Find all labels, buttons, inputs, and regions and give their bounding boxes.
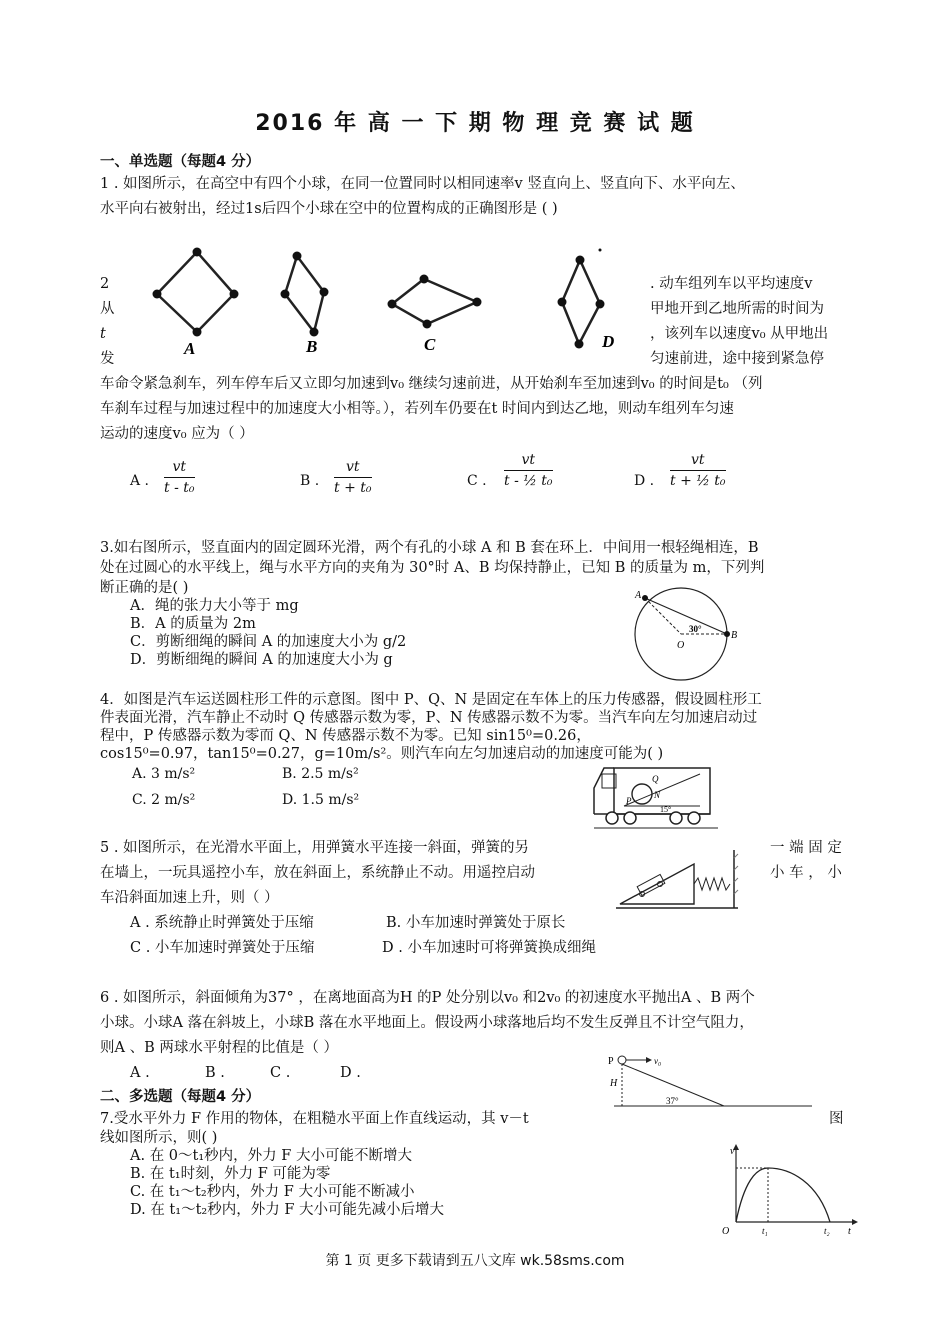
q6-text-line3: 则A 、B 两球水平射程的比值是（ ） [100,1040,338,1056]
q7-option-b: B. 在 t₁时刻，外力 F 可能为零 [130,1166,331,1182]
q5-option-b: B. 小车加速时弹簧处于原长 [386,915,566,931]
svg-text:v: v [730,1146,735,1157]
svg-text:P: P [626,796,632,806]
q7-text-line1-right: 图 [829,1111,844,1127]
q3-option-c: C．剪断细绳的瞬间 A 的加速度大小为 g/2 [130,634,407,650]
svg-text:t: t [848,1226,851,1236]
q7-option-a: A. 在 0～t₁秒内，外力 F 大小可能不断增大 [130,1148,412,1164]
svg-text:N: N [654,790,661,800]
q6-option-b: B . [205,1065,225,1081]
q2-left-1: 2 [100,276,110,292]
q6-projectile-figure [606,1052,816,1112]
q5-text-line1: 5 . 如图所示，在光滑水平面上，用弹簧水平连接一斜面，弹簧的另 [100,840,530,856]
q5-text-line2-right: 小 车 ， 小 [770,865,842,881]
section-heading-single-choice: 一、单选题（每题4 分） [100,154,261,170]
q3-text-line1: 3.如右图所示，竖直面内的固定圆环光滑，两个有孔的小球 A 和 B 套在环上．中间用一根轻绳相连，B [100,540,759,556]
svg-text:t₂: t₂ [824,1226,830,1236]
q1-shape-d [562,260,600,344]
q2-option-a-label: A . [130,473,150,489]
q3-ring-figure [625,586,745,682]
q2-right-2: 甲地开到乙地所需的时间为 [650,301,824,317]
q5-text-line2: 在墙上，一玩具遥控小车，放在斜面上，系统静止不动。用遥控启动 [100,865,535,881]
svg-text:v₀: v₀ [654,1056,662,1066]
q1-shape-c [392,279,477,324]
svg-text:15°: 15° [660,805,672,814]
q3-option-a: A．绳的张力大小等于 mg [130,598,299,614]
svg-text:t₁: t₁ [762,1226,768,1236]
svg-text:P: P [608,1056,614,1067]
svg-text:30°: 30° [689,624,702,634]
q4-text-line2: 件表面光滑，汽车静止不动时 Q 传感器示数为零，P、N 传感器示数不为零。当汽车向左匀加速启动过 [100,710,758,726]
q2-option-b-fraction: $\frac{vt}{\text{t + t₀}}$ [334,459,372,496]
q1-text-line1: 1 . 如图所示，在高空中有四个小球，在同一位置同时以相同速率v 竖直向上、竖直向下、水平向左、 [100,176,745,192]
q4-text-line1: 4．如图是汽车运送圆柱形工件的示意图。图中 P、Q、N 是固定在车体上的压力传感器，假设圆柱形工 [100,692,762,708]
q5-text-line3: 车沿斜面加速上升，则（ ） [100,890,279,906]
q2-option-d-fraction: $\frac{vt}{\text{t + ½ t₀}}$ [670,452,726,489]
svg-text:O: O [722,1226,730,1236]
page-title: 2016 年 高 一 下 期 物 理 竞 赛 试 题 [255,111,695,136]
q1-label-b: B [306,337,318,356]
q4-truck-figure [590,760,720,832]
q1-text-line2: 水平向右被射出，经过1s后四个小球在空中的位置构成的正确图形是 ( ) [100,201,558,217]
svg-text:O: O [677,640,685,651]
q2-right-1: . 动车组列车以平均速度v [650,276,813,292]
section-heading-multi-choice: 二、多选题（每题4 分） [100,1089,261,1105]
q4-option-a: A. 3 m/s² [132,766,196,782]
q3-option-d: D．剪断细绳的瞬间 A 的加速度大小为 g [130,652,393,668]
svg-text:H: H [610,1078,618,1089]
svg-text:B: B [731,630,738,641]
q6-option-c: C . [270,1065,291,1081]
svg-text:A: A [635,590,642,601]
svg-text:Q: Q [652,774,659,784]
q2-right-4: 匀速前进，途中接到紧急停 [650,351,824,367]
q1-shape-b [285,256,324,332]
q1-label-c: C [424,335,436,354]
q6-text-line1: 6 . 如图所示，斜面倾角为37° ，在离地面高为H 的P 处分别以v₀ 和2v₀ 的初速度水平抛出A 、B 两个 [100,990,755,1006]
q6-option-a: A . [130,1065,150,1081]
q3-option-b: B．A 的质量为 2m [130,616,256,632]
q1-label-d: D [602,332,615,351]
q4-text-line4: cos15⁰=0.97，tan15⁰=0.27，g=10m/s²。则汽车向左匀加速启动的加速度可能为( ) [100,746,664,762]
q2-option-d-label: D . [634,473,655,489]
q5-incline-figure [612,846,742,912]
q4-option-c: C. 2 m/s² [132,792,196,808]
q2-option-c-label: C . [467,473,487,489]
q3-text-line2: 处在过圆心的水平线上，绳与水平方向的夹角为 30°时 A、B 均保持静止，已知 B 的质量为 m，下列判 [100,560,765,576]
q5-text-line1-right: 一 端 固 定 [770,840,842,856]
q7-text-line2: 线如图所示，则( ) [100,1130,218,1146]
q3-text-line3: 断正确的是( ) [100,580,189,596]
q1-shape-a [157,252,234,332]
q2-right-3: ，该列车以速度v₀ 从甲地出 [650,326,829,342]
q2-option-a-fraction: $\frac{vt}{\text{t - t₀}}$ [164,459,195,496]
q7-option-c: C. 在 t₁～t₂秒内，外力 F 大小可能不断减小 [130,1184,415,1200]
svg-text:37°: 37° [666,1096,679,1106]
q4-option-d: D. 1.5 m/s² [282,792,360,808]
q2-text-line7: 运动的速度v₀ 应为（ ） [100,426,254,442]
q2-left-3: t [100,326,106,342]
q1-figure [142,244,648,364]
q4-text-line3: 程中，P 传感器示数为零而 Q、N 传感器示数不为零。已知 sin15⁰=0.26， [100,728,591,744]
q2-text-line6: 车刹车过程与加速过程中的加速度大小相等。），若列车仍要在t 时间内到达乙地，则动车组列车匀速 [100,401,734,417]
q2-left-2: 从 [100,301,115,317]
q7-text-line1: 7.受水平外力 F 作用的物体，在粗糙水平面上作直线运动，其 v－t [100,1111,529,1127]
q7-vt-graph [718,1142,858,1236]
q2-text-line5: 车命令紧急刹车，列车停车后又立即匀加速到v₀ 继续匀速前进，从开始刹车至加速到v₀ 的时间是t₀ （列 [100,376,763,392]
q2-option-c-fraction: $\frac{vt}{\text{t - ½ t₀}}$ [504,452,553,489]
q2-left-4: 发 [100,351,115,367]
q4-option-b: B. 2.5 m/s² [282,766,359,782]
q7-option-d: D. 在 t₁～t₂秒内，外力 F 大小可能先减小后增大 [130,1202,444,1218]
q6-option-d: D . [340,1065,361,1081]
q5-option-a: A . 系统静止时弹簧处于压缩 [130,915,314,931]
q2-option-b-label: B . [300,473,320,489]
q1-label-a: A [184,339,196,358]
q5-option-c: C . 小车加速时弹簧处于压缩 [130,940,315,956]
q6-text-line2: 小球。小球A 落在斜坡上，小球B 落在水平地面上。假设两小球落地后均不发生反弹且不计空气阻力， [100,1015,754,1031]
page-footer: 第 1 页 更多下载请到五八文库 wk.58sms.com [325,1253,625,1269]
q5-option-d: D . 小车加速时可将弹簧换成细绳 [382,940,596,956]
